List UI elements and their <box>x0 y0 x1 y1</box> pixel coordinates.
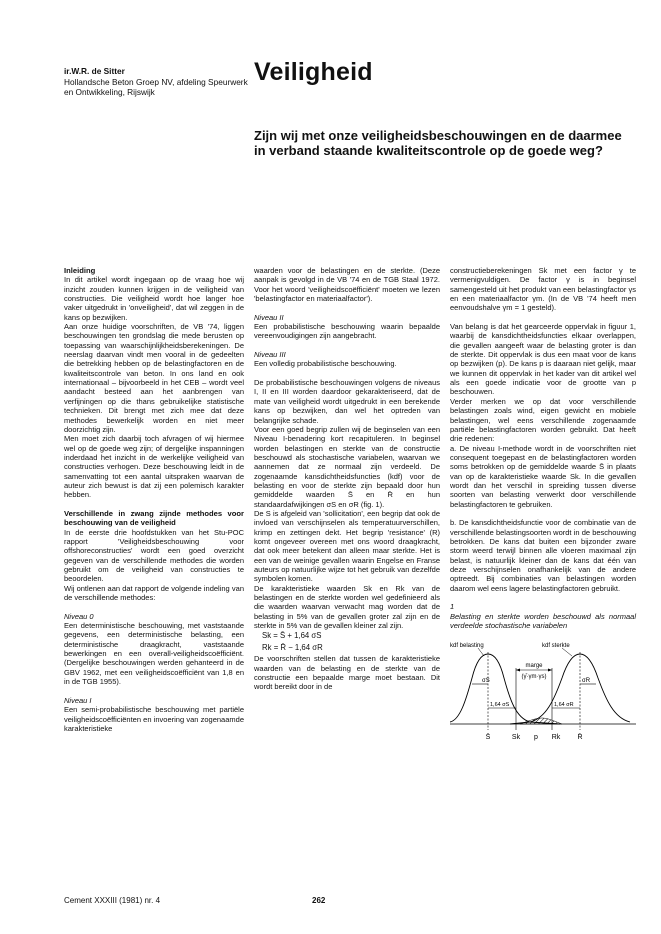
column-1 <box>64 266 244 733</box>
figure-1-distributions <box>450 638 636 746</box>
paragraph: Wij ontlenen aan dat rapport de volgende indeling van de verschillende methodes: <box>64 583 244 603</box>
paragraph: Voor een goed begrip zullen wij de beginselen van een Niveau I-benadering kort recapituleren. In beginsel worden belastingen en sterkte van de constructie beschouwd als stochastische variabelen, waarvan we aannemen dat ze normaal zijn verdeeld. De zogenaamde kansdichtheidsfuncties (kdf) voor de belasting en voor de sterkte zijn bepaald door hun gemiddelde waarden S̄ en R̄ en hun standaardafwijkingen σS en σR (fig. 1). <box>254 424 440 509</box>
paragraph: Verder merken we op dat voor verschillende belastingen zoals wind, eigen gewicht en mobiele belastingen, wel eens verschillende zogenaamde partiële belastingfactoren worden gebruikt. Dat heeft drie redenen: <box>450 396 636 444</box>
paragraph: Een probabilistische beschouwing waarin bepaalde vereenvoudigingen zijn aangebracht. <box>254 322 440 341</box>
paragraph: Van belang is dat het gearceerde oppervlak in figuur 1, waarbij de kansdichtheidsfuncties elkaar overlappen, die gevallen aangeeft waar de belasting groter is dan de sterkte. Dit oppervlak is dus een maat voor de kans op bezwijken (p). De kans p is daaraan niet gelijk, maar we kunnen dit oppervlak in het kader van dit artikel wel als een goede indicatie voor de grootte van p beschouwen. <box>450 322 636 397</box>
author-affiliation: Hollandsche Beton Groep NV, afdeling Speurwerk en Ontwikkeling, Rijswijk <box>64 76 248 97</box>
label-sigma-r: σR <box>582 678 591 685</box>
equation-sk: Sk = S̄ + 1,64 σS <box>262 631 322 641</box>
paragraph: Een semi-probabilistische beschouwing met partiële veiligheidscoëfficiënten en invoering van zogenaamde karakteristieke <box>64 705 244 733</box>
label-sigma-s: σS <box>482 678 490 685</box>
paragraph: In de eerste drie hoofdstukken van het Stu-POC rapport 'Veiligheidsbeschouwing voor offshoreconstructies' wordt een goed overzicht gegeven van de verschillende methodes die worden gebruikt om de veiligheid van constructies te beoordelen. <box>64 527 244 584</box>
column-3 <box>450 266 636 746</box>
figure-caption: Belasting en sterkte worden beschouwd als normaal verdeelde stochastische variabelen <box>450 611 636 631</box>
x-label-rk: Rk <box>551 734 561 742</box>
subheading-niveau-2: Niveau II <box>254 312 284 322</box>
label-gamma: (γ̄·γm·γs) <box>521 674 547 681</box>
heading-inleiding: Inleiding <box>64 266 96 275</box>
paragraph: Een volledig probabilistische beschouwing. <box>254 359 397 369</box>
journal-reference: Cement XXXIII (1981) nr. 4 <box>64 896 161 905</box>
label-kdf-belasting: kdf belasting <box>450 643 484 650</box>
page-number: 262 <box>312 896 326 905</box>
subheading-niveau-0: Niveau 0 <box>64 611 94 621</box>
x-label-sbar: S̄ <box>485 734 491 742</box>
paragraph: Aan onze huidige voorschriften, de VB '74, liggen beschouwingen ten grondslag die mede berusten op toepassing van waarschijnlijkheidsberekeningen. De neerslag daarvan vindt men vooral in de gedeelten die betrekking hebben op de belastingfactoren en de kwaliteitscontrole van beton. In ons land en ook internationaal – bijvoorbeeld in het CEB – wordt veel aandacht besteed aan het aanbrengen van verfijningen op die thans gebruikelijke statistische technieken. Dit brengt met zich mee dat deze methodes bewerkelijk worden en niet meer doorzichtig zijn. <box>64 322 244 434</box>
paragraph: De probabilistische beschouwingen volgens de niveaus I, II en III worden daardoor gekarakteriseerd, dat de mate van veiligheid wordt uitgedrukt in een berekende kans op bezwijken, dan wel het optreden van belangrijke schade. <box>254 378 440 425</box>
paragraph: De S is afgeleid van 'sollicitation', een begrip dat ook de invloed van verschijnselen als temperatuurverschillen, krimp en zettingen dekt. Het begrip 'resistance' (R) komt ongeveer overeen met ons woord draagkracht, dat ook meer betekent dan alleen maar sterkte. Het is een van de weinige gevallen waarin Engelse en Franse auteurs op natuurlijke wijze tot het gebruik van dezelfde symbolen komen. <box>254 508 440 584</box>
paragraph: Een deterministische beschouwing, met vaststaande gegevens, een deterministische belasting, een deterministische draagkracht, vaststaande bewerkingen en een overall-veiligheidscoëfficiënt. (Dergelijke beschouwingen werden gehanteerd in de GBV 1962, met een veiligheidscoëfficiënt van 1,8 en in de TGB 1955). <box>64 621 244 687</box>
paragraph: waarden voor de belastingen en de sterkte. (Deze aanpak is gevolgd in de VB '74 en de TGB Staal 1972. Voor het woord 'veiligheidscoëfficiënt' moeten we lezen 'belastingfactor en materiaalfactor'). <box>254 266 440 304</box>
paragraph: a. De niveau I-methode wordt in de voorschriften niet consequent toegepast en de belastingfactoren worden soms betrokken op de gemiddelde waarde S̄ in plaats van op de karakteristieke waarde Sk. In die gevallen wordt dan het verschil in spreiding tussen diverse soorten van belasting verwerkt door verschillende belastingfactoren te gebruiken. <box>450 443 636 509</box>
figure-number: 1 <box>450 602 455 612</box>
heading-methods: Verschillende in zwang zijnde methodes voor beschouwing van de veiligheid <box>64 508 244 528</box>
label-marge: marge <box>525 663 543 670</box>
label-kdf-sterkte: kdf sterkte <box>542 643 570 650</box>
author-block <box>64 66 254 98</box>
x-label-rbar: R̄ <box>577 734 583 742</box>
paragraph: constructieberekeningen Sk met een factor γ te vermenigvuldigen. De factor γ is in beginsel samengesteld uit het produkt van een belastingfactor γs en een materiaalfactor γm. (In de VB '74 heeft men eenvoudshalve γm = 1 gesteld). <box>450 266 636 313</box>
page-title: Veiligheid <box>254 58 373 86</box>
paragraph: In dit artikel wordt ingegaan op de vraag hoe wij inzicht zouden kunnen krijgen in de veiligheid van constructies. Die veiligheid wordt hoe langer hoe vaker uitgedrukt in 'onveiligheid', dat wil zeggen in de kans op bezwijken. <box>64 275 244 322</box>
column-2 <box>254 266 440 692</box>
paragraph: De karakteristieke waarden Sk en Rk van de belastingen en de sterkte worden wel gedefinieerd als die waarden waarvan verwacht mag worden dat de belasting in 5% van de gevallen groter zal zijn en de sterkte in 5% van de gevallen kleiner zal zijn. <box>254 583 440 631</box>
page-subtitle: Zijn wij met onze veiligheidsbeschouwingen en de daarmee in verband staande kwaliteitscontrole op de goede weg? <box>254 128 622 158</box>
paragraph: De voorschriften stellen dat tussen de karakteristieke waarden van de belasting en de sterkte van de constructie een bepaalde marge moet bestaan. Dit wordt bereikt door in de <box>254 654 440 692</box>
subheading-niveau-1: Niveau I <box>64 695 92 705</box>
author-name: ir.W.R. de Sitter <box>64 66 125 76</box>
paragraph: b. De kansdichtheidsfunctie voor de combinatie van de verschillende belastingsoorten wordt in de beschouwing betrokken. De kans dat buiten een bijzonder zware storm weerd terwijl binnen alle vloeren maximaal zijn belast, is natuurlijk kleiner dan de kans dat één van deze verschijnselen onafhankelijk van de andere optreedt. Bij combinaties van belastingen worden daarom wel eens lagere belastingfactoren gebruikt. <box>450 518 636 593</box>
subheading-niveau-3: Niveau III <box>254 350 286 360</box>
label-164-sigma-s: 1,64 σS <box>490 702 510 709</box>
label-164-sigma-r: 1,64 σR <box>554 702 574 709</box>
paragraph: Men moet zich daarbij toch afvragen of wij hiermee wel op de goede weg zijn; of dergelijke inspanningen inderdaad het inzicht in de werkelijke veiligheid van constructies verhogen. Deze beschouwing leidt in de samenvatting tot een aantal uitspraken waarvan de auteur zich bewust is dat zij een polemisch karakter hebben. <box>64 434 244 500</box>
equation-rk: Rk = R̄ − 1,64 σR <box>262 643 323 653</box>
x-label-sk: Sk <box>511 734 521 742</box>
x-label-p: p <box>534 734 538 742</box>
